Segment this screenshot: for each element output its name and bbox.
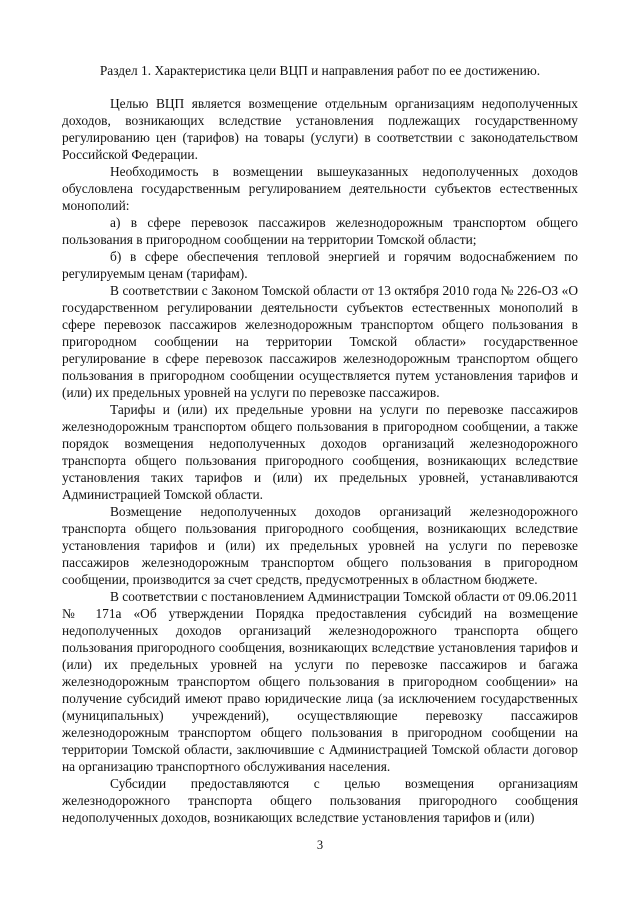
- paragraph: Тарифы и (или) их предельные уровни на услуги по перевозке пассажиров железнодорожным транспортом общего пользования в пригородном сообщении, а также порядок возмещения недополученных доходов организаций железнодорожного транспорта общего пользования пригородного сообщения, возникающих вследствие установления таких тарифов и (или) их предельных уровней, устанавливаются Администрацией Томской области.: [62, 402, 578, 502]
- paragraph: а) в сфере перевозок пассажиров железнодорожным транспортом общего пользования в пригородном сообщении на территории Томской области;: [62, 215, 578, 247]
- paragraph: В соответствии с постановлением Администрации Томской области от 09.06.2011 № 171а «Об утверждении Порядка предоставления субсидий на возмещение недополученных доходов организаций железнодорожного транспорта общего пользования пригородного сообщения, возникающих вследствие установления тарифов и (или) их предельных уровней на услуги по перевозке пассажиров и багажа железнодорожным транспортом общего пользования в пригородном сообщении» на получение субсидий имеют право юридические лица (за исключением государственных (муниципальных) учреждений), осуществляющие перевозку пассажиров железнодорожным транспортом общего пользования в пригородном сообщении на территории Томской области, заключившие с Администрацией Томской области договор на организацию транспортного обслуживания населения.: [62, 589, 578, 774]
- paragraph: Возмещение недополученных доходов организаций железнодорожного транспорта общего пользования пригородного сообщения, возникающих вследствие установления тарифов и (или) их предельных уровней на услуги по перевозке пассажиров железнодорожным транспортом общего пользования в пригородном сообщении, производится за счет средств, предусмотренных в областном бюджете.: [62, 504, 578, 587]
- paragraph: Субсидии предоставляются с целью возмещения организациям железнодорожного транспорта общего пользования пригородного сообщения недополученных доходов, возникающих вследствие установления тарифов и (или): [62, 776, 578, 825]
- paragraph: В соответствии с Законом Томской области от 13 октября 2010 года № 226-ОЗ «О государственном регулировании деятельности субъектов естественных монополий в сфере перевозок пассажиров железнодорожным транспортом общего пользования в пригородном сообщении на территории Томской области» государственное регулирование в сфере перевозок пассажиров железнодорожным транспортом общего пользования в пригородном сообщении осуществляется путем установления тарифов и (или) их предельных уровней на услуги по перевозке пассажиров.: [62, 283, 578, 400]
- paragraph: Необходимость в возмещении вышеуказанных недополученных доходов обусловлена государственным регулированием деятельности субъектов естественных монополий:: [62, 164, 578, 213]
- page-number: 3: [316, 838, 324, 852]
- section-heading: Раздел 1. Характеристика цели ВЦП и направления работ по ее достижению.: [99, 63, 541, 78]
- paragraph: Целью ВЦП является возмещение отдельным организациям недополученных доходов, возникающих вследствие установления подлежащих государственному регулированию цен (тарифов) на товары (услуги) в соответствии с законодательством Российской Федерации.: [62, 96, 578, 162]
- document-body: [62, 95, 578, 826]
- paragraph: б) в сфере обеспечения тепловой энергией и горячим водоснабжением по регулируемым ценам (тарифам).: [62, 249, 578, 281]
